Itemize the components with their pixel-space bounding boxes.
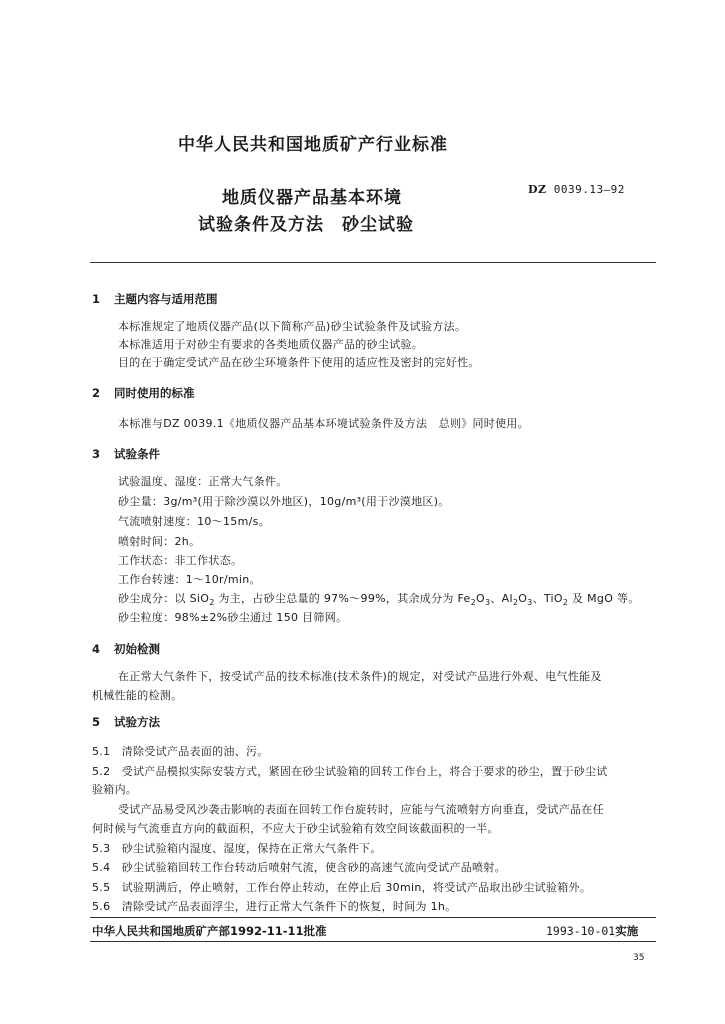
- section-2-number: 2: [92, 386, 101, 400]
- composition-line: [118, 590, 640, 607]
- composition-text: 及 MgO 等。: [568, 592, 640, 605]
- subscript: 2: [470, 598, 476, 608]
- document-title-line2: 试验条件及方法 砂尘试验: [198, 215, 414, 235]
- subscript: 2: [512, 598, 519, 608]
- method-item: 验箱内。: [92, 783, 138, 796]
- section-1-line: 本标准规定了地质仪器产品(以下简称产品)砂尘试验条件及试验方法。: [118, 320, 467, 333]
- subscript: 3: [527, 598, 533, 608]
- section-1-line: 目的在于确定受试产品在砂尘环境条件下使用的适应性及密封的完好性。: [118, 356, 480, 369]
- subscript: 2: [562, 598, 569, 608]
- composition-text: 、Al: [490, 592, 513, 605]
- footer-bottom-divider: [90, 941, 656, 942]
- composition-text: O: [518, 592, 528, 605]
- footer-divider: [90, 917, 656, 918]
- subscript: 3: [484, 598, 491, 608]
- section-2-heading: [92, 385, 195, 401]
- condition-line: 气流喷射速度：10～15m/s。: [118, 515, 270, 528]
- section-2-line: 本标准与DZ 0039.1《地质仪器产品基本环境试验条件及方法 总则》同时使用。: [118, 417, 529, 430]
- method-item: 5.1 清除受试产品表面的油、污。: [92, 745, 269, 758]
- method-item: 5.2 受试产品模拟实际安装方式，紧固在砂尘试验箱的回转工作台上，将合于要求的砂尘，置于砂尘试: [92, 765, 608, 778]
- implementation-line: [546, 923, 638, 939]
- method-item: 5.4 砂尘试验箱回转工作台转动后喷射气流，使含砂的高速气流向受试产品喷射。: [92, 861, 506, 874]
- standard-type: 中华人民共和国地质矿产行业标准: [178, 135, 448, 155]
- section-3-title: 试验条件: [114, 447, 160, 461]
- section-1-title: 主题内容与适用范围: [114, 292, 218, 306]
- section-5-number: 5: [92, 715, 101, 729]
- method-item: 5.6 清除受试产品表面浮尘，进行正常大气条件下的恢复，时间为 1h。: [92, 900, 457, 913]
- method-item: 何时候与气流垂直方向的截面积，不应大于砂尘试验箱有效空间该截面积的一半。: [92, 822, 499, 835]
- condition-line: 工作台转速：1～10r/min。: [118, 573, 261, 586]
- method-item: 受试产品易受风沙袭击影响的表面在回转工作台旋转时，应能与气流喷射方向垂直，受试产品在任: [118, 803, 604, 816]
- method-item: 5.5 试验期满后，停止喷射，工作台停止转动，在停止后 30min，将受试产品取出砂尘试验箱外。: [92, 881, 592, 894]
- composition-text: 为主，占砂尘总量的 97%～99%，其余成分为 Fe: [214, 592, 471, 605]
- section-4-line: 机械性能的检测。: [92, 689, 183, 702]
- section-3-heading: [92, 446, 160, 462]
- section-5-heading: [92, 714, 160, 730]
- particle-line: 砂尘粒度：98%±2%砂尘通过 150 目筛网。: [118, 611, 348, 624]
- implementation-label: 实施: [615, 924, 639, 938]
- section-4-heading: [92, 641, 160, 657]
- method-item: 5.3 砂尘试验箱内湿度、湿度，保持在正常大气条件下。: [92, 842, 382, 855]
- page-number: 35: [633, 953, 645, 963]
- section-5-title: 试验方法: [114, 715, 160, 729]
- section-4-line: 在正常大气条件下，按受试产品的技术标准(技术条件)的规定，对受试产品进行外观、电气性能及: [118, 670, 602, 683]
- section-1-number: 1: [92, 292, 101, 306]
- subscript: 2: [209, 598, 215, 608]
- composition-text: 、TiO: [532, 592, 563, 605]
- condition-line: 砂尘量：3g/m³(用于除沙漠以外地区)，10g/m³(用于沙漠地区)。: [118, 495, 450, 508]
- section-4-title: 初始检测: [114, 642, 160, 656]
- approval-line: 中华人民共和国地质矿产部1992-11-11批准: [92, 924, 327, 938]
- document-code-prefix: DZ: [528, 183, 547, 196]
- section-1-heading: [92, 291, 218, 307]
- implementation-date: 1993-10-01: [546, 924, 616, 938]
- section-3-number: 3: [92, 447, 101, 461]
- condition-line: 喷射时间：2h。: [118, 535, 201, 548]
- section-1-line: 本标准适用于对砂尘有要求的各类地质仪器产品的砂尘试验。: [118, 338, 424, 351]
- condition-line: 工作状态：非工作状态。: [118, 554, 243, 567]
- composition-text: 砂尘成分：以 SiO: [118, 592, 210, 605]
- document-code-number: 0039.13—92: [553, 183, 625, 196]
- document-title-line1: 地质仪器产品基本环境: [222, 188, 402, 208]
- header-divider: [90, 262, 656, 263]
- section-2-title: 同时使用的标准: [114, 386, 195, 400]
- section-4-number: 4: [92, 642, 101, 656]
- document-code: [528, 183, 625, 196]
- condition-line: 试验温度、湿度：正常大气条件。: [118, 475, 288, 488]
- composition-text: O: [475, 592, 485, 605]
